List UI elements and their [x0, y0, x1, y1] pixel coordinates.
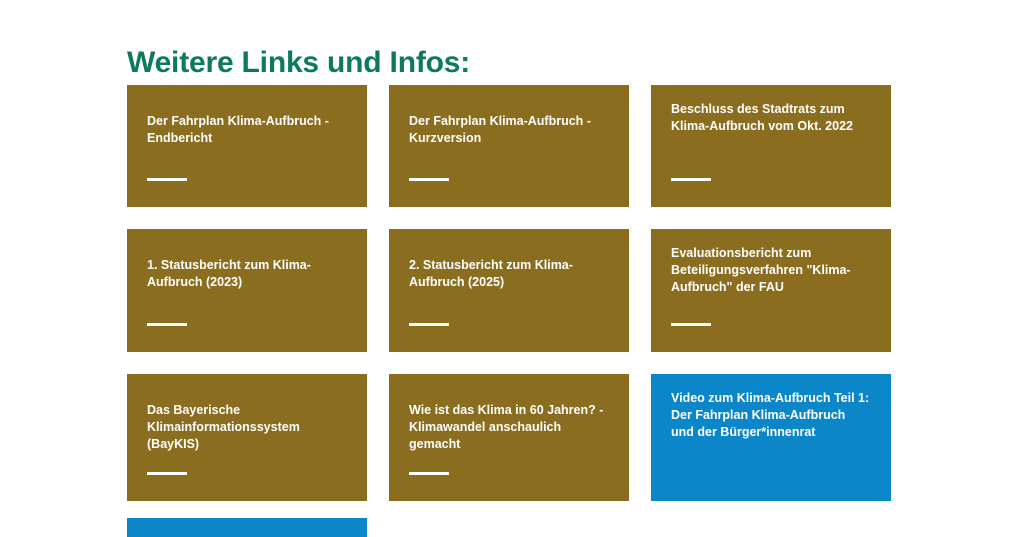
link-card-statusbericht-2025[interactable] [389, 229, 629, 352]
card-underline-divider [147, 323, 187, 326]
next-row-card-partial[interactable] [127, 518, 367, 537]
links-card-grid [127, 85, 893, 501]
card-title: Beschluss des Stadtrats zum Klima-Aufbruch vom Okt. 2022 [671, 102, 853, 133]
card-title: Evaluationsbericht zum Beteiligungsverfahren "Klima-Aufbruch" der FAU [671, 246, 851, 294]
link-card-video-teil-1[interactable] [651, 374, 891, 501]
card-title: Der Fahrplan Klima-Aufbruch - Endbericht [147, 114, 329, 145]
link-card-klima-60-jahre[interactable] [389, 374, 629, 501]
card-title: 1. Statusbericht zum Klima-Aufbruch (2023) [147, 258, 311, 289]
card-title: Video zum Klima-Aufbruch Teil 1: Der Fahrplan Klima-Aufbruch und der Bürger*innenrat [671, 391, 870, 439]
card-underline-divider [671, 323, 711, 326]
card-underline-divider [147, 178, 187, 181]
link-card-statusbericht-2023[interactable] [127, 229, 367, 352]
card-title: Wie ist das Klima in 60 Jahren? - Klimawandel anschaulich gemacht [409, 403, 604, 451]
link-card-fahrplan-endbericht[interactable] [127, 85, 367, 207]
card-title: Der Fahrplan Klima-Aufbruch - Kurzversion [409, 114, 591, 145]
card-title: Das Bayerische Klimainformationssystem (BayKIS) [147, 403, 300, 451]
card-underline-divider [147, 472, 187, 475]
card-underline-divider [409, 472, 449, 475]
card-underline-divider [409, 178, 449, 181]
card-underline-divider [409, 323, 449, 326]
card-title: 2. Statusbericht zum Klima-Aufbruch (2025) [409, 258, 573, 289]
link-card-evaluationsbericht-fau[interactable] [651, 229, 891, 352]
page-title: Weitere Links und Infos: [127, 46, 471, 80]
card-underline-divider [671, 178, 711, 181]
link-card-fahrplan-kurzversion[interactable] [389, 85, 629, 207]
link-card-baykis[interactable] [127, 374, 367, 501]
link-card-beschluss-stadtrat[interactable] [651, 85, 891, 207]
